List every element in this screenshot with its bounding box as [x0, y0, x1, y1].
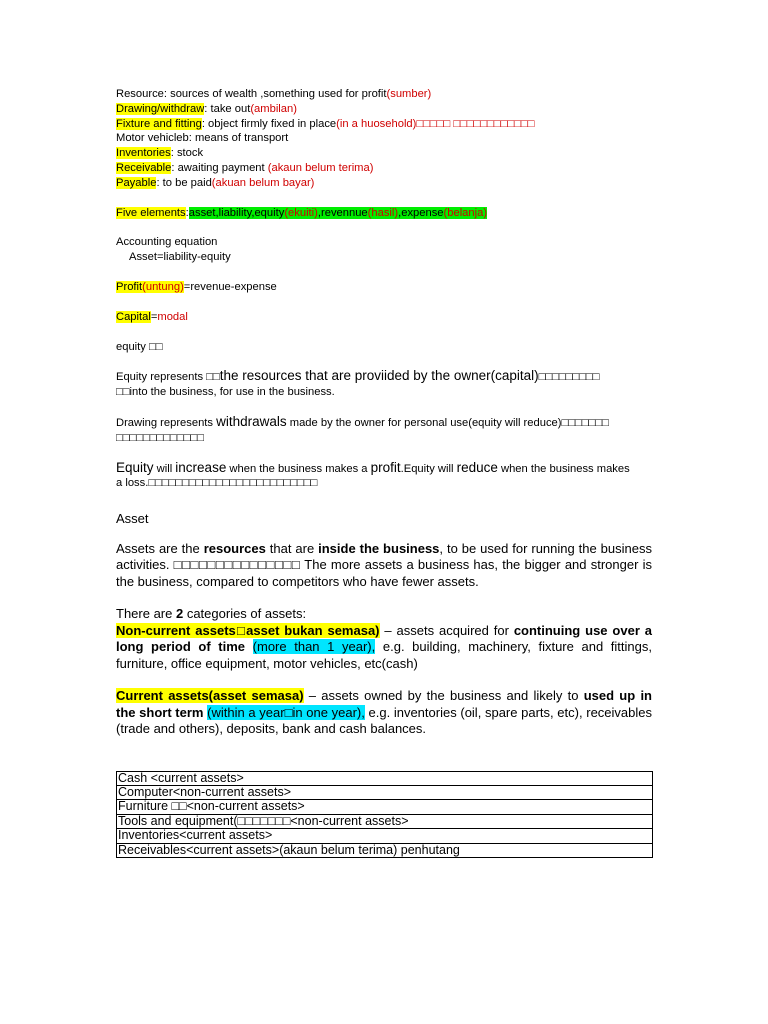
equity-change-cont: a loss.□□□□□□□□□□□□□□□□□□□□□□□□□: [116, 477, 318, 490]
table-row: [117, 829, 653, 843]
drawing-represents: Drawing represents withdrawals made by the owner for personal use(equity will reduce)□□□□□□□: [116, 413, 609, 429]
equity-line: equity □□: [116, 340, 163, 353]
accounting-heading: Accounting equation: [116, 236, 218, 249]
equity-represents: Equity represents □□the resources that are proviided by the owner(capital)□□□□□□□□□: [116, 368, 600, 384]
table-row: [117, 843, 653, 857]
drawing-line: Drawing/withdraw: take out(ambilan): [116, 102, 297, 115]
drawing-represents-cont: □□□□□□□□□□□□□: [116, 431, 204, 444]
table-row: [117, 771, 653, 785]
resource-line: Resource: sources of wealth ,something used for profit(sumber): [116, 88, 432, 100]
current-paragraph: Current assets(asset semasa) – assets owned by the business and likely to used up in the short term (within a year□in one year), e.g. inventories (oil, spare parts, etc), receivables (trade and others), deposits, bank and cash balances.: [116, 688, 652, 737]
accounting-equation: Asset=liability-equity: [129, 251, 231, 264]
table-row: [117, 814, 653, 828]
profit-line: Profit(untung)=revenue-expense: [116, 280, 277, 293]
motor-line: Motor vehicleb: means of transport: [116, 132, 289, 145]
five-elements-line: Five elements:asset,liability,equity(ekuiti),revennue(hasil),expense(belanja): [116, 206, 488, 219]
table-cell: Tools and equipment(□□□□□□□<non-current assets>: [117, 814, 653, 828]
receivable-line: Receivable: awaiting payment (akaun belum terima): [116, 161, 374, 174]
asset-paragraph: Assets are the resources that are inside the business, to be used for running the business activities. □□□□□□□□□□□□□□□ The more assets a business has, the bigger and stronger is the business, compared to competitors who have fewer assets.: [116, 540, 652, 589]
table-row: [117, 800, 653, 814]
document-page: [116, 87, 652, 858]
capital-line: Capital=modal: [116, 310, 188, 323]
table-cell: Furniture □□<non-current assets>: [117, 800, 653, 814]
inventories-line: Inventories: stock: [116, 147, 204, 160]
table-cell: Computer<non-current assets>: [117, 786, 653, 800]
asset-table: [116, 771, 653, 858]
table-row: [117, 786, 653, 800]
table-cell: Receivables<current assets>(akaun belum terima) penhutang: [117, 843, 653, 857]
equity-represents-cont: □□into the business, for use in the business.: [116, 386, 335, 399]
categories-line: There are 2 categories of assets:: [116, 606, 307, 622]
noncurrent-paragraph: Non-current assets□asset bukan semasa) – assets acquired for continuing use over a long period of time (more than 1 year), e.g. building, machinery, fixture and fittings, furniture, office equipment, motor vehicles, etc(cash): [116, 622, 653, 671]
fixture-line: Fixture and fitting: object firmly fixed in place(in a huosehold)□□□□□ □□□□□□□□□□□□: [116, 117, 535, 130]
table-cell: Inventories<current assets>: [117, 829, 653, 843]
payable-line: Payable: to be paid(akuan belum bayar): [116, 176, 315, 189]
equity-change: Equity will increase when the business makes a profit.Equity will reduce when the business makes: [116, 459, 630, 475]
table-cell: Cash <current assets>: [117, 771, 653, 785]
asset-heading: Asset: [116, 511, 149, 527]
